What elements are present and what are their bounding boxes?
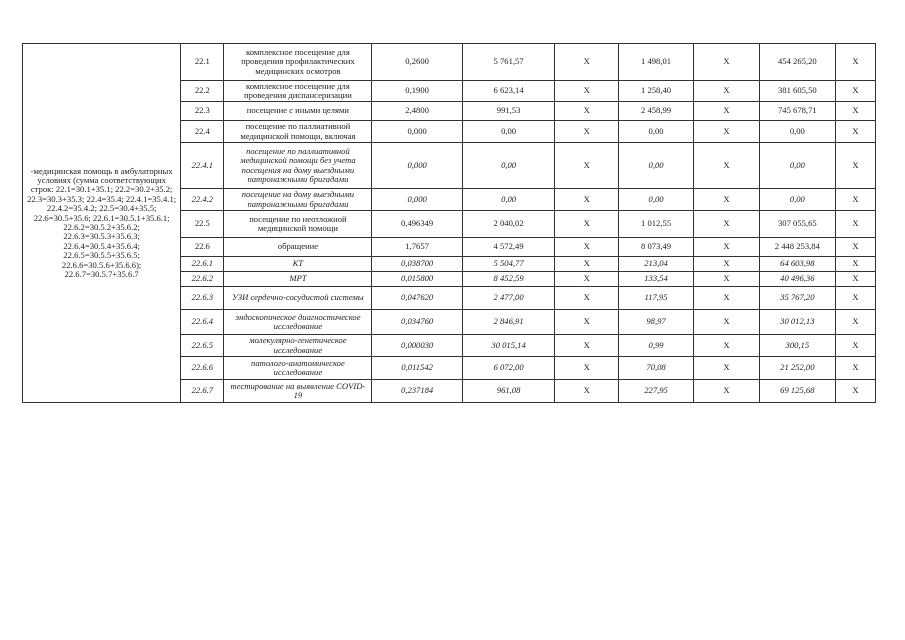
cell-v3: 0,00 <box>619 189 694 211</box>
cell-x3: X <box>835 310 875 335</box>
cell-v2: 5 761,57 <box>462 44 554 81</box>
cell-v2: 2 040,02 <box>462 211 554 238</box>
cell-x3: X <box>835 272 875 287</box>
cell-v1: 0,000 <box>372 189 462 211</box>
cell-code: 22.4.1 <box>181 143 224 189</box>
cell-x2: X <box>694 44 760 81</box>
cell-v3: 0,00 <box>619 143 694 189</box>
cell-x2: X <box>694 238 760 257</box>
cell-x1: X <box>555 335 619 357</box>
cell-x1: X <box>555 189 619 211</box>
cell-name: патолого-анатомическое исследование <box>224 357 372 380</box>
cell-name: комплексное посещение для проведения профилактических медицинских осмотров <box>224 44 372 81</box>
cell-x3: X <box>835 81 875 102</box>
cell-v1: 0,496349 <box>372 211 462 238</box>
cell-x1: X <box>555 287 619 310</box>
cell-v4: 381 605,50 <box>759 81 835 102</box>
cell-v3: 0,00 <box>619 121 694 143</box>
cell-v4: 35 767,20 <box>759 287 835 310</box>
cell-code: 22.6.1 <box>181 257 224 272</box>
cell-x3: X <box>835 287 875 310</box>
cell-x3: X <box>835 335 875 357</box>
cell-v1: 0,038700 <box>372 257 462 272</box>
cell-x2: X <box>694 102 760 121</box>
cell-v4: 30 012,13 <box>759 310 835 335</box>
cell-v2: 0,00 <box>462 189 554 211</box>
cell-x1: X <box>555 121 619 143</box>
cell-v1: 0,011542 <box>372 357 462 380</box>
cell-v2: 2 477,00 <box>462 287 554 310</box>
cell-v1: 1,7657 <box>372 238 462 257</box>
cell-v3: 70,08 <box>619 357 694 380</box>
cell-v2: 6 072,00 <box>462 357 554 380</box>
cell-v3: 133,54 <box>619 272 694 287</box>
cell-v3: 8 073,49 <box>619 238 694 257</box>
cell-code: 22.6.3 <box>181 287 224 310</box>
cell-x1: X <box>555 81 619 102</box>
cell-x2: X <box>694 357 760 380</box>
cell-v3: 227,95 <box>619 380 694 403</box>
cell-x1: X <box>555 257 619 272</box>
cell-x3: X <box>835 44 875 81</box>
cell-x2: X <box>694 81 760 102</box>
cell-x3: X <box>835 257 875 272</box>
cell-v2: 0,00 <box>462 143 554 189</box>
cell-name: тестирование на выявление COVID-19 <box>224 380 372 403</box>
cell-x2: X <box>694 287 760 310</box>
cell-v4: 0,00 <box>759 121 835 143</box>
cell-x2: X <box>694 335 760 357</box>
cell-x2: X <box>694 121 760 143</box>
cell-x2: X <box>694 257 760 272</box>
cell-v4: 454 265,20 <box>759 44 835 81</box>
cell-v1: 0,000 <box>372 121 462 143</box>
cell-name: посещение по паллиативной медицинской помощи без учета посещения на дому выездными патронажными бригадами <box>224 143 372 189</box>
cell-code: 22.6 <box>181 238 224 257</box>
cell-v2: 8 452,59 <box>462 272 554 287</box>
cell-v1: 0,000030 <box>372 335 462 357</box>
cell-v4: 0,00 <box>759 189 835 211</box>
cell-x2: X <box>694 380 760 403</box>
cell-name: УЗИ сердечно-сосудистой системы <box>224 287 372 310</box>
cell-code: 22.4.2 <box>181 189 224 211</box>
cell-x1: X <box>555 380 619 403</box>
cell-name: МРТ <box>224 272 372 287</box>
cell-code: 22.6.4 <box>181 310 224 335</box>
cell-v3: 213,04 <box>619 257 694 272</box>
cell-v2: 961,08 <box>462 380 554 403</box>
cell-code: 22.3 <box>181 102 224 121</box>
cell-x3: X <box>835 121 875 143</box>
cell-v4: 40 496,36 <box>759 272 835 287</box>
cell-code: 22.4 <box>181 121 224 143</box>
cell-x1: X <box>555 310 619 335</box>
cell-v2: 0,00 <box>462 121 554 143</box>
cell-name: эндоскопическое диагностическое исследование <box>224 310 372 335</box>
cell-x2: X <box>694 272 760 287</box>
cell-x1: X <box>555 44 619 81</box>
cell-x1: X <box>555 357 619 380</box>
cell-v2: 30 015,14 <box>462 335 554 357</box>
cell-name: посещение по паллиативной медицинской помощи, включая <box>224 121 372 143</box>
cell-code: 22.6.6 <box>181 357 224 380</box>
cell-v3: 0,99 <box>619 335 694 357</box>
cell-v1: 2,4800 <box>372 102 462 121</box>
cell-x3: X <box>835 102 875 121</box>
cell-code: 22.5 <box>181 211 224 238</box>
cell-x3: X <box>835 380 875 403</box>
cell-v3: 1 012,55 <box>619 211 694 238</box>
cell-name: комплексное посещение для проведения диспансеризации <box>224 81 372 102</box>
cell-v4: 64 603,98 <box>759 257 835 272</box>
cell-v2: 991,53 <box>462 102 554 121</box>
cell-v3: 2 458,99 <box>619 102 694 121</box>
cell-v4: 307 055,65 <box>759 211 835 238</box>
cell-x2: X <box>694 310 760 335</box>
cell-x1: X <box>555 272 619 287</box>
cell-v4: 0,00 <box>759 143 835 189</box>
cell-name: КТ <box>224 257 372 272</box>
cell-v3: 117,95 <box>619 287 694 310</box>
cell-x3: X <box>835 211 875 238</box>
cell-v1: 0,034760 <box>372 310 462 335</box>
cell-name: посещение с иными целями <box>224 102 372 121</box>
cell-x2: X <box>694 211 760 238</box>
cell-x2: X <box>694 189 760 211</box>
cell-v2: 4 572,49 <box>462 238 554 257</box>
cell-v3: 1 498,01 <box>619 44 694 81</box>
cell-v3: 98,97 <box>619 310 694 335</box>
cell-code: 22.6.2 <box>181 272 224 287</box>
cell-v1: 0,1900 <box>372 81 462 102</box>
cell-code: 22.1 <box>181 44 224 81</box>
cell-x1: X <box>555 238 619 257</box>
cell-x3: X <box>835 189 875 211</box>
cell-code: 22.2 <box>181 81 224 102</box>
row-group-label: -медицинская помощь в амбулаторных условиях (сумма соответствующих строк: 22.1=30.1+35.1; 22.2=30.2+35.2; 22.3=30.3+35.3; 22.4=35.4; 22.4.1=35.4.1; 22.4.2=35.4.2; 22.5=30.4+35.5; 22.6=30.5+35.6; 22.6.1=30.5.1+35.6.1; 22.6.2=30.5.2+35.6.2; 22.6.3=30.5.3+35.6.3; 22.6.4=30.5.4+35.6.4; 22.6.5=30.5.5+35.6.5; 22.6.6=30.5.6+35.6.6); 22.6.7=30.5.7+35.6.7 <box>23 44 181 403</box>
cell-name: посещение по неотложной медицинской помощи <box>224 211 372 238</box>
cell-code: 22.6.7 <box>181 380 224 403</box>
cell-v4: 21 252,00 <box>759 357 835 380</box>
cell-v1: 0,047620 <box>372 287 462 310</box>
cell-x1: X <box>555 102 619 121</box>
cell-x1: X <box>555 211 619 238</box>
cell-x1: X <box>555 143 619 189</box>
cell-v4: 2 448 253,84 <box>759 238 835 257</box>
cell-v1: 0,000 <box>372 143 462 189</box>
cell-name: молекулярно-генетическое исследование <box>224 335 372 357</box>
cell-code: 22.6.5 <box>181 335 224 357</box>
cell-x3: X <box>835 357 875 380</box>
cell-name: посещение на дому выездными патронажными бригадами <box>224 189 372 211</box>
financing-table <box>22 43 876 403</box>
cell-x3: X <box>835 143 875 189</box>
cell-v4: 745 678,71 <box>759 102 835 121</box>
cell-x2: X <box>694 143 760 189</box>
cell-v2: 2 846,91 <box>462 310 554 335</box>
cell-x3: X <box>835 238 875 257</box>
cell-v1: 0,237184 <box>372 380 462 403</box>
cell-v1: 0,015800 <box>372 272 462 287</box>
table-row <box>23 44 876 81</box>
table-body <box>23 44 876 403</box>
cell-v2: 5 504,77 <box>462 257 554 272</box>
cell-name: обращение <box>224 238 372 257</box>
cell-v1: 0,2600 <box>372 44 462 81</box>
cell-v4: 300,15 <box>759 335 835 357</box>
cell-v3: 1 258,40 <box>619 81 694 102</box>
cell-v4: 69 125,68 <box>759 380 835 403</box>
cell-v2: 6 623,14 <box>462 81 554 102</box>
